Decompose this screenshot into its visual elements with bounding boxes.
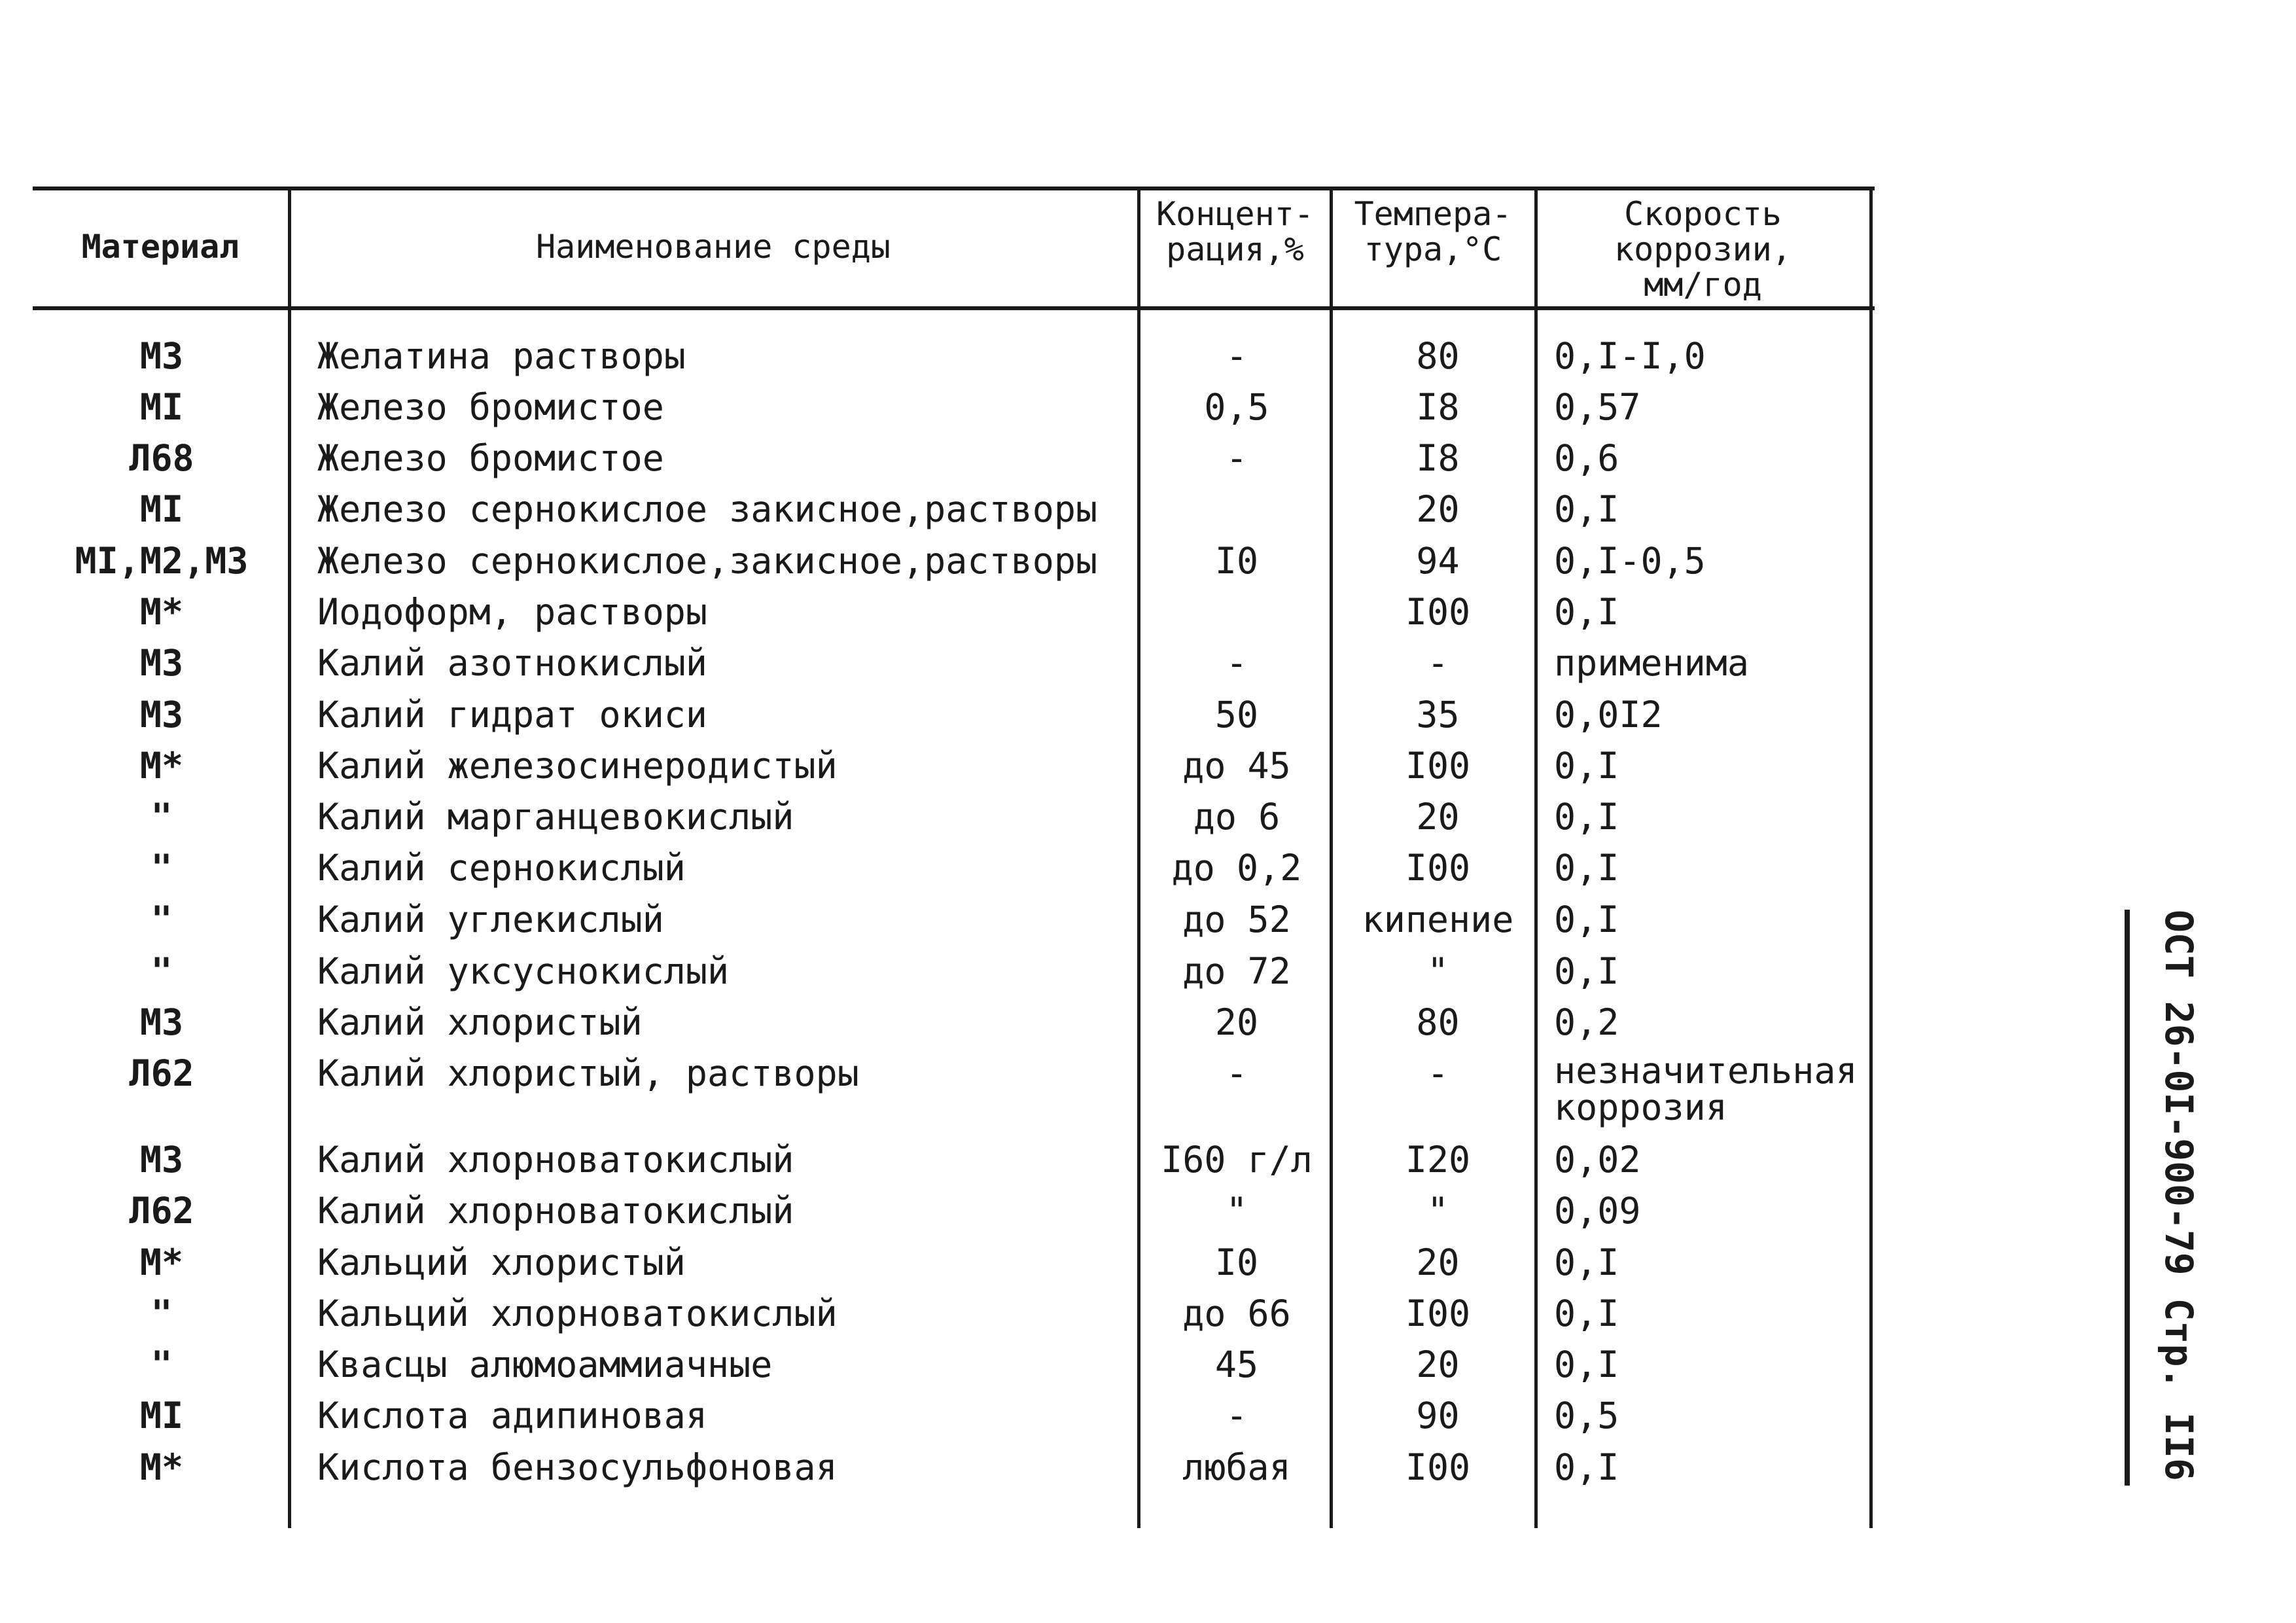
row-temperature: 20 (1416, 1344, 1460, 1385)
page-stamp (2123, 910, 2215, 1486)
row-temperature: I8 (1416, 386, 1460, 428)
row-material: " (150, 796, 173, 838)
row-medium: Желатина растворы (317, 335, 686, 377)
row-concentration: - (1226, 1395, 1248, 1436)
row-rate: незначительная коррозия (1554, 1050, 1858, 1128)
row-concentration: 50 (1214, 694, 1259, 736)
stamp-label: ОСТ 26-0I-900-79 Стр. II6 (2157, 910, 2201, 1481)
row-rate: 0,0I2 (1554, 694, 1663, 736)
row-concentration: - (1226, 437, 1248, 479)
row-temperature: 20 (1416, 488, 1460, 530)
row-concentration: I60 г/л (1161, 1139, 1313, 1181)
column-divider-5 (1869, 187, 1873, 1528)
row-material: М* (139, 745, 184, 787)
row-material: М3 (139, 335, 184, 377)
row-rate: 0,I (1554, 1344, 1619, 1385)
row-material: М* (139, 591, 184, 633)
row-medium: Калий хлористый (317, 1001, 643, 1043)
row-medium: Железо бромистое (317, 386, 664, 428)
row-rate: 0,I (1554, 1241, 1619, 1283)
row-temperature: 80 (1416, 335, 1460, 377)
row-material: М* (139, 1241, 184, 1283)
row-concentration: 20 (1214, 1001, 1259, 1043)
row-rate: 0,I (1554, 591, 1619, 633)
row-temperature: I8 (1416, 437, 1460, 479)
row-medium: Калий гидрат окиси (317, 694, 708, 736)
row-rate: 0,I (1554, 950, 1619, 992)
row-temperature: I00 (1405, 847, 1471, 889)
row-concentration: до 6 (1193, 796, 1280, 838)
row-medium: Калий хлорноватокислый (317, 1190, 794, 1232)
row-temperature: - (1426, 1052, 1449, 1094)
row-material: " (150, 950, 173, 992)
row-rate: 0,I (1554, 847, 1619, 889)
row-material: " (150, 899, 173, 940)
row-temperature: 20 (1416, 796, 1460, 838)
row-rate: 0,2 (1554, 1001, 1619, 1043)
row-medium: Железо бромистое (317, 437, 664, 479)
row-medium: Калий железосинеродистый (317, 745, 838, 787)
row-temperature: " (1426, 950, 1449, 992)
row-material: М3 (139, 642, 184, 684)
row-rate: 0,I (1554, 1293, 1619, 1334)
row-rate: 0,I (1554, 796, 1619, 838)
row-medium: Калий марганцевокислый (317, 796, 794, 838)
row-medium: Калий сернокислый (317, 847, 686, 889)
row-rate: 0,I (1554, 745, 1619, 787)
row-temperature: I00 (1405, 1293, 1471, 1334)
row-concentration: до 45 (1182, 745, 1291, 787)
row-temperature: I00 (1405, 591, 1471, 633)
row-rate: 0,I-0,5 (1554, 540, 1706, 582)
header-rate: Скорость коррозии, мм/год (1614, 195, 1792, 304)
row-rate: 0,6 (1554, 437, 1619, 479)
header-temperature: Темпера- тура,°C (1354, 195, 1512, 268)
row-temperature: I00 (1405, 745, 1471, 787)
row-concentration: 45 (1214, 1344, 1259, 1385)
row-concentration: до 52 (1182, 899, 1291, 940)
row-temperature: - (1426, 642, 1449, 684)
row-medium: Иодоформ, растворы (317, 591, 708, 633)
row-material: " (150, 1293, 173, 1334)
row-medium: Квасцы алюмоаммиачные (317, 1344, 773, 1385)
row-material: МI (139, 386, 184, 428)
row-rate: 0,I (1554, 899, 1619, 940)
row-concentration: I0 (1214, 1241, 1259, 1283)
row-temperature: 80 (1416, 1001, 1460, 1043)
row-material: М3 (139, 694, 184, 736)
row-material: " (150, 1344, 173, 1385)
row-material: Л62 (129, 1190, 194, 1232)
row-medium: Калий уксуснокислый (317, 950, 730, 992)
row-temperature: I00 (1405, 1446, 1471, 1488)
column-divider-2 (1137, 187, 1140, 1528)
row-concentration: - (1226, 335, 1248, 377)
row-rate: 0,I (1554, 1446, 1619, 1488)
row-rate: 0,5 (1554, 1395, 1619, 1436)
row-rate: 0,09 (1554, 1190, 1641, 1232)
row-medium: Калий углекислый (317, 899, 664, 940)
row-material: Л68 (129, 437, 194, 479)
table-header-rule (33, 306, 1875, 310)
row-concentration: - (1226, 642, 1248, 684)
row-concentration: любая (1182, 1446, 1291, 1488)
row-temperature: кипение (1362, 899, 1514, 940)
row-rate: 0,02 (1554, 1139, 1641, 1181)
row-concentration: - (1226, 1052, 1248, 1094)
row-medium: Калий хлористый, растворы (317, 1052, 859, 1094)
row-material: М* (139, 1446, 184, 1488)
row-medium: Калий хлорноватокислый (317, 1139, 794, 1181)
row-material: МI (139, 488, 184, 530)
row-medium: Кислота адипиновая (317, 1395, 708, 1436)
header-medium: Наименование среды (536, 228, 891, 266)
stamp-rule (2125, 910, 2130, 1486)
row-rate: 0,I (1554, 488, 1619, 530)
row-medium: Кальций хлорноватокислый (317, 1293, 838, 1334)
row-material: МI (139, 1395, 184, 1436)
row-rate: применима (1554, 642, 1750, 684)
header-concentration: Концент- рация,% (1156, 195, 1314, 268)
row-temperature: 94 (1416, 540, 1460, 582)
row-concentration: до 72 (1182, 950, 1291, 992)
row-material: М3 (139, 1001, 184, 1043)
row-medium: Железо сернокислое закисное,растворы (317, 488, 1098, 530)
row-material: МI,М2,М3 (75, 540, 249, 582)
row-material: " (150, 847, 173, 889)
row-material: Л62 (129, 1052, 194, 1094)
row-concentration: " (1226, 1190, 1248, 1232)
row-rate: 0,I-I,0 (1554, 335, 1706, 377)
row-medium: Железо сернокислое,закисное,растворы (317, 540, 1098, 582)
row-medium: Калий азотнокислый (317, 642, 708, 684)
row-concentration: 0,5 (1204, 386, 1269, 428)
row-temperature: " (1426, 1190, 1449, 1232)
row-temperature: 35 (1416, 694, 1460, 736)
row-concentration: I0 (1214, 540, 1259, 582)
row-concentration: до 0,2 (1171, 847, 1302, 889)
row-temperature: I20 (1405, 1139, 1471, 1181)
row-temperature: 90 (1416, 1395, 1460, 1436)
row-rate: 0,57 (1554, 386, 1641, 428)
row-medium: Кальций хлористый (317, 1241, 686, 1283)
row-temperature: 20 (1416, 1241, 1460, 1283)
row-concentration: до 66 (1182, 1293, 1291, 1334)
header-material: Материал (81, 228, 239, 266)
row-medium: Кислота бензосульфоновая (317, 1446, 838, 1488)
table-top-rule (33, 187, 1875, 190)
row-material: М3 (139, 1139, 184, 1181)
